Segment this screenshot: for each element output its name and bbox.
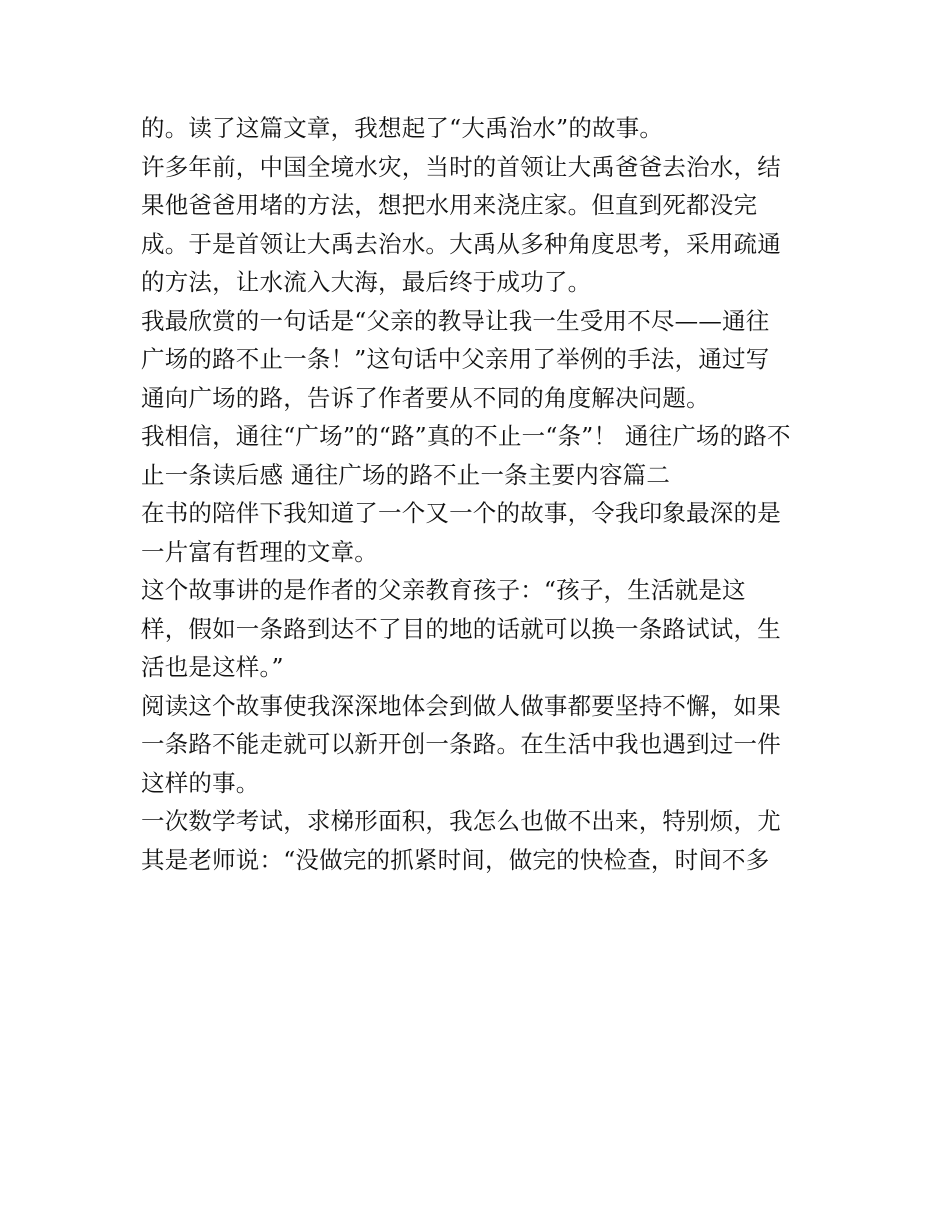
text-line: 一片富有哲理的文章。 — [141, 537, 378, 566]
text-line: 许多年前，中国全境水灾，当时的首领让大禹爸爸去治水，结 — [141, 152, 781, 181]
text-line: 这样的事。 — [141, 768, 260, 797]
document-body — [141, 109, 831, 879]
text-line: 这个故事讲的是作者的父亲教育孩子：“孩子，生活就是这 — [141, 576, 746, 604]
text-line: 样，假如一条路到达不了目的地的话就可以换一条路试试，生 — [141, 614, 781, 643]
text-line: 一次数学考试，求梯形面积，我怎么也做不出来，特别烦，尤 — [141, 807, 781, 835]
text-line: 成。于是首领让大禹去治水。大禹从多种角度思考，采用疏通 — [141, 229, 781, 258]
text-line: 的。读了这篇文章，我想起了“大禹治水”的故事。 — [141, 114, 664, 142]
text-line: 一条路不能走就可以新开创一条路。在生活中我也遇到过一件 — [141, 730, 781, 758]
text-line: 我最欣赏的一句话是“父亲的教导让我一生受用不尽——通往 — [141, 306, 770, 335]
text-line: 活也是这样。” — [141, 653, 284, 681]
text-line: 果他爸爸用堵的方法，想把水用来浇庄家。但直到死都没完 — [141, 191, 758, 219]
text-line: 通向广场的路，告诉了作者要从不同的角度解决问题。 — [141, 383, 710, 412]
text-line: 在书的陪伴下我知道了一个又一个的故事，令我印象最深的是 — [141, 499, 781, 527]
text-line: 阅读这个故事使我深深地体会到做人做事都要坚持不懈，如果 — [141, 691, 781, 720]
text-line: 广场的路不止一条！”这句话中父亲用了举例的手法，通过写 — [141, 345, 770, 373]
text-line: 我相信，通往“广场”的“路”真的不止一“条”！ 通往广场的路不 — [141, 422, 791, 450]
text-line: 的方法，让水流入大海，最后终于成功了。 — [141, 268, 592, 296]
text-line: 止一条读后感 通往广场的路不止一条主要内容篇二 — [141, 460, 671, 489]
text-line: 其是老师说：“没做完的抓紧时间，做完的快检查，时间不多 — [141, 845, 770, 874]
